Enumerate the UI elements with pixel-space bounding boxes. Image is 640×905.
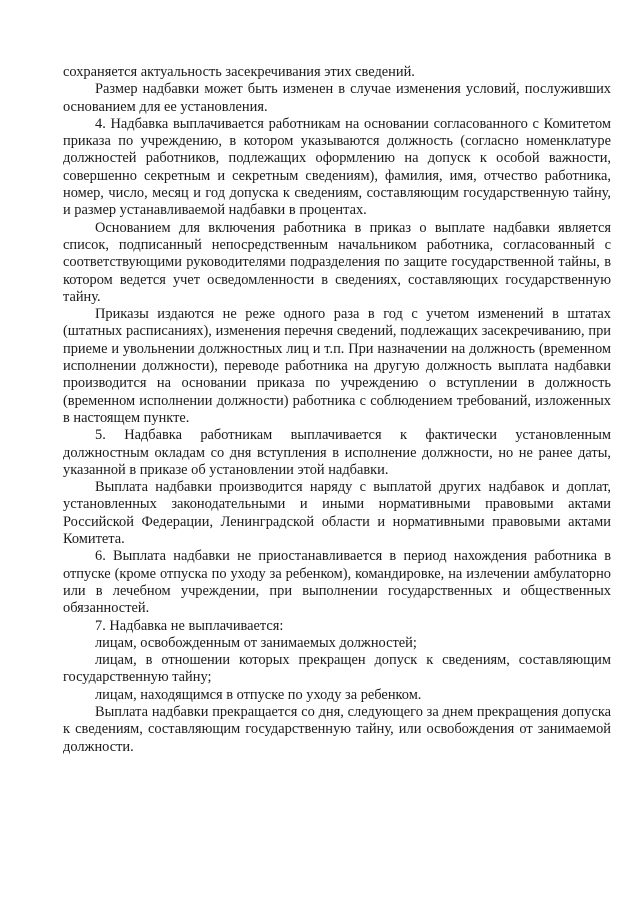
paragraph: Размер надбавки может быть изменен в случае изменения условий, послуживших основанием для ее установления. bbox=[63, 81, 611, 115]
list-item: лицам, находящимся в отпуске по уходу за ребенком. bbox=[95, 686, 422, 703]
paragraph-clause-6: 6. Выплата надбавки не приостанавливается в период нахождения работника в отпуске (кроме отпуска по уходу за ребенком), командировке, на излечении амбулаторно или в лечебном учреждении, при выполнении государственных и общественных обязанностей. bbox=[63, 548, 611, 617]
paragraph-continuation: сохраняется актуальность засекречивания этих сведений. bbox=[63, 64, 415, 80]
document-body bbox=[63, 64, 611, 756]
paragraph-clause-4: 4. Надбавка выплачивается работникам на основании согласованного с Комитетом приказа по учреждению, в котором указываются должность (согласно номенклатуре должностей работников, подлежащих оформлению на допуск к особой важности, совершенно секретным и секретным сведениям), фамилия, имя, отчество работника, номер, число, месяц и год допуска к сведениям, составляющим государственную тайну, и размер устанавливаемой надбавки в процентах. bbox=[63, 115, 611, 219]
paragraph-clause-7: 7. Надбавка не выплачивается: bbox=[95, 617, 284, 634]
paragraph: Приказы издаются не реже одного раза в год с учетом изменений в штатах (штатных расписаниях), изменения перечня сведений, подлежащих засекречиванию, при приеме и увольнении должностных лиц и т.п. При назначении на должность (временном исполнении должности), переводе работника на другую должность выплата надбавки производится на основании приказа по учреждению о вступлении в должность (временном исполнении должности) работника с соблюдением требований, изложенных в настоящем пункте. bbox=[63, 306, 611, 426]
paragraph: Выплата надбавки прекращается со дня, следующего за днем прекращения допуска к сведениям, составляющим государственную тайну, или освобождения от занимаемой должности. bbox=[63, 703, 611, 755]
list-item: лицам, освобожденным от занимаемых должностей; bbox=[95, 634, 417, 651]
paragraph: Основанием для включения работника в приказ о выплате надбавки является список, подписанный непосредственным начальником работника, согласованный с соответствующими руководителями подразделения по защите государственной тайны, в котором ведется учет осведомленности в сведениях, составляющих государственную тайну. bbox=[63, 219, 611, 305]
paragraph: Выплата надбавки производится наряду с выплатой других надбавок и доплат, установленных законодательными и иными нормативными правовыми актами Российской Федерации, Ленинградской области и нормативными правовыми актами Комитета. bbox=[63, 479, 611, 548]
list-item: лицам, в отношении которых прекращен допуск к сведениям, составляющим государственную тайну; bbox=[63, 652, 611, 686]
paragraph-clause-5: 5. Надбавка работникам выплачивается к фактически установленным должностным окладам со дня вступления в исполнение должности, но не ранее даты, указанной в приказе об установлении этой надбавки. bbox=[63, 427, 611, 478]
